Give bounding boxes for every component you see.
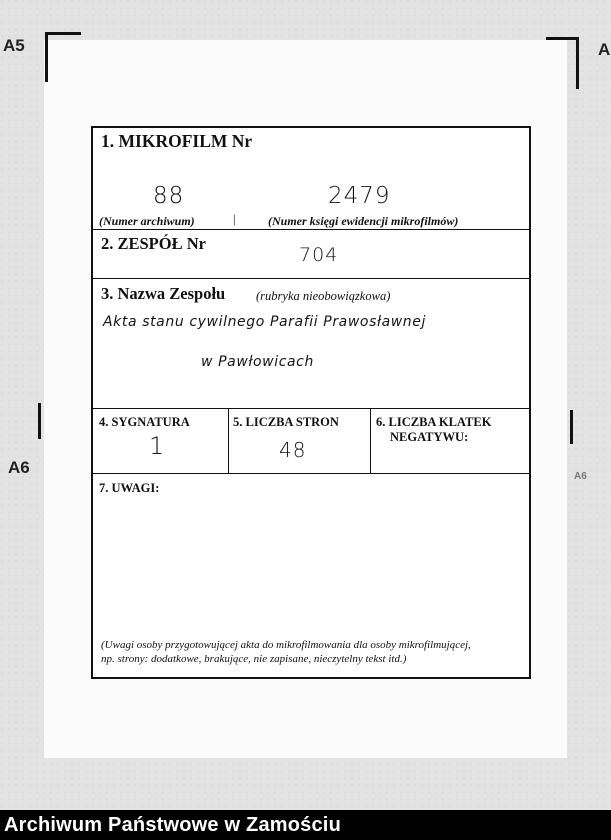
nazwa-heading: 3. Nazwa Zespołu	[101, 284, 226, 303]
register-number-caption: (Numer księgi ewidencji mikrofilmów)	[268, 214, 459, 228]
uwagi-instruction-line-2: np. strony: dodatkowe, brakujące, nie zapisane, nieczytelny tekst itd.)	[101, 653, 407, 665]
divider-3	[93, 408, 529, 409]
corner-bracket-top-right-vertical	[576, 37, 579, 89]
divider-2	[93, 278, 529, 279]
divider-4	[93, 473, 529, 474]
edge-label-a6-left: A6	[8, 458, 30, 477]
corner-bracket-top-right	[546, 37, 579, 40]
register-number-value: 2479	[328, 183, 391, 209]
zespol-heading: 2. ZESPÓŁ Nr	[101, 234, 206, 253]
zespol-number-value: 704	[299, 244, 339, 266]
corner-bracket-top-left-vertical	[45, 32, 48, 82]
edge-label-a6-right: A6	[574, 471, 587, 482]
liczba-stron-value: 48	[279, 438, 307, 462]
edge-label-a5-left: A5	[3, 36, 25, 55]
nazwa-note: (rubryka nieobowiązkowa)	[256, 289, 391, 303]
uwagi-instruction-line-1: (Uwagi osoby przygotowującej akta do mikrofilmowania dla osoby mikrofilmującej,	[101, 639, 471, 651]
mikrofilm-heading: 1. MIKROFILM Nr	[101, 131, 253, 151]
sygnatura-value: 1	[149, 432, 166, 460]
column-divider-2	[370, 408, 371, 473]
sygnatura-heading: 4. SYGNATURA	[99, 415, 190, 429]
liczba-klatek-heading-line-2: NEGATYWU:	[390, 430, 469, 444]
archive-number-caption: (Numer archiwum)	[99, 214, 195, 228]
corner-bracket-top-left	[45, 32, 81, 35]
uwagi-instructions	[101, 638, 529, 666]
nazwa-line-1: Akta stanu cywilnego Parafii Prawosławnej	[103, 314, 426, 330]
side-tick-left	[38, 403, 41, 439]
divider-1	[93, 229, 529, 230]
microfilm-form	[91, 126, 531, 679]
edge-label-a5-right: A	[598, 40, 611, 59]
uwagi-heading: 7. UWAGI:	[99, 481, 160, 495]
footer-bar	[0, 810, 611, 840]
archive-name: Archiwum Państwowe w Zamościu	[4, 814, 341, 836]
caption-separator: |	[233, 212, 236, 226]
liczba-klatek-heading-line-1: 6. LICZBA KLATEK	[376, 415, 492, 429]
liczba-stron-heading: 5. LICZBA STRON	[233, 415, 339, 429]
archive-number-value: 88	[153, 183, 185, 209]
side-tick-right	[570, 410, 573, 444]
nazwa-line-2: w Pawłowicach	[201, 354, 314, 370]
column-divider-1	[228, 408, 229, 473]
